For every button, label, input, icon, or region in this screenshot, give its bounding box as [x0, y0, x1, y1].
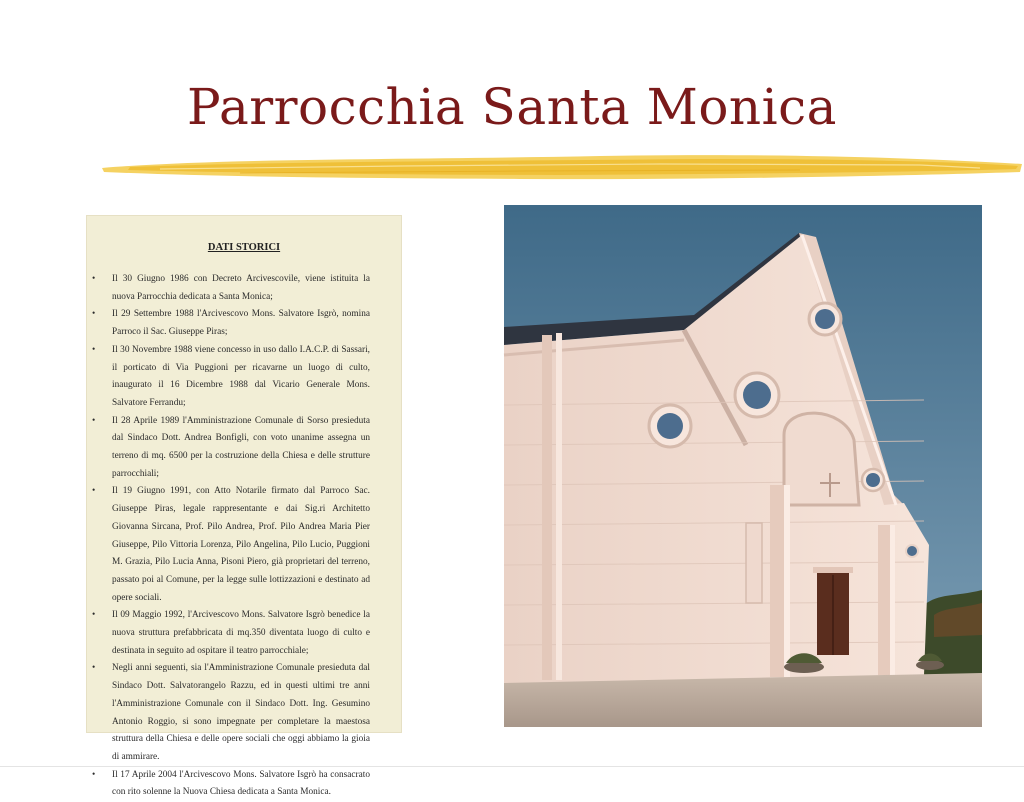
- bullet-icon: •: [92, 663, 96, 674]
- bullet-icon: •: [92, 415, 96, 426]
- list-item: • Il 28 Aprile 1989 l'Amministrazione Comunale di Sorso presieduta dal Sindaco Dott. Andrea Bonfigli, con voto unanime assegna un terreno di mq. 6500 per la costruzione della Chiesa e delle strutture parrocchiali;: [92, 413, 370, 484]
- bullet-icon: •: [92, 344, 96, 355]
- list-item: • Il 19 Giugno 1991, con Atto Notarile firmato dal Parroco Sac. Giuseppe Piras, legale rappresentante e dai Sig.ri Architetto Giovanna Sircana, Prof. Pilo Andrea, Prof. Pilo Andrea Maria Pier Giuseppe, Pilo Vittoria Lorenza, Pilo Angelina, Pilo Lucio, Puggioni M. Grazia, Pilo Lucia Anna, Pisoni Piero, già proprietari del terreno, passato poi al Comune, per la legge sulle lottizzazioni e destinato ad opere sociali.: [92, 483, 370, 607]
- bullet-icon: •: [92, 769, 96, 780]
- historical-document: [86, 215, 402, 798]
- list-item: • Negli anni seguenti, sia l'Amministrazione Comunale presieduta dal Sindaco Dott. Salvatorangelo Razzu, ed in questi ultimi tre anni l'Amministrazione Comunale con il Sindaco Dott. Ing. Gesumino Antonio Roggio, si sono impegnate per completare la maestosa struttura della Chiesa e delle opere sociali che oggi abbiamo la gioia di ammirare.: [92, 660, 370, 766]
- document-heading: DATI STORICI: [207, 242, 281, 253]
- title-underline: [100, 150, 1024, 184]
- list-item: • Il 30 Giugno 1986 con Decreto Arcivescovile, viene istituita la nuova Parrocchia dedicata a Santa Monica;: [92, 271, 370, 306]
- slide-title: Parrocchia Santa Monica: [187, 78, 837, 136]
- document-list: [92, 271, 370, 802]
- slide-footer-line: [0, 766, 1024, 767]
- bullet-icon: •: [92, 274, 96, 284]
- church-photo: [484, 205, 982, 727]
- list-item: • Il 30 Novembre 1988 viene concesso in uso dallo I.A.C.P. di Sassari, il porticato di Via Puggioni per ricavarne un luogo di culto, inaugurato il 16 Dicembre 1988 dal Vicario Generale Mons. Salvatore Ferrandu;: [92, 342, 370, 413]
- list-item: • Il 09 Maggio 1992, l'Arcivescovo Mons. Salvatore Isgrò benedice la nuova struttura prefabbricata di mq.350 diventata luogo di culto e destinata in seguito ad ospitare il teatro parrocchiale;: [92, 607, 370, 660]
- list-item: • Il 17 Aprile 2004 l'Arcivescovo Mons. Salvatore Isgrò ha consacrato con rito solenne la Nuova Chiesa dedicata a Santa Monica.: [92, 767, 370, 802]
- bullet-icon: •: [92, 309, 96, 320]
- bullet-icon: •: [92, 610, 96, 621]
- bullet-icon: •: [92, 486, 96, 497]
- list-item: • Il 29 Settembre 1988 l'Arcivescovo Mons. Salvatore Isgrò, nomina Parroco il Sac. Giuseppe Piras;: [92, 306, 370, 341]
